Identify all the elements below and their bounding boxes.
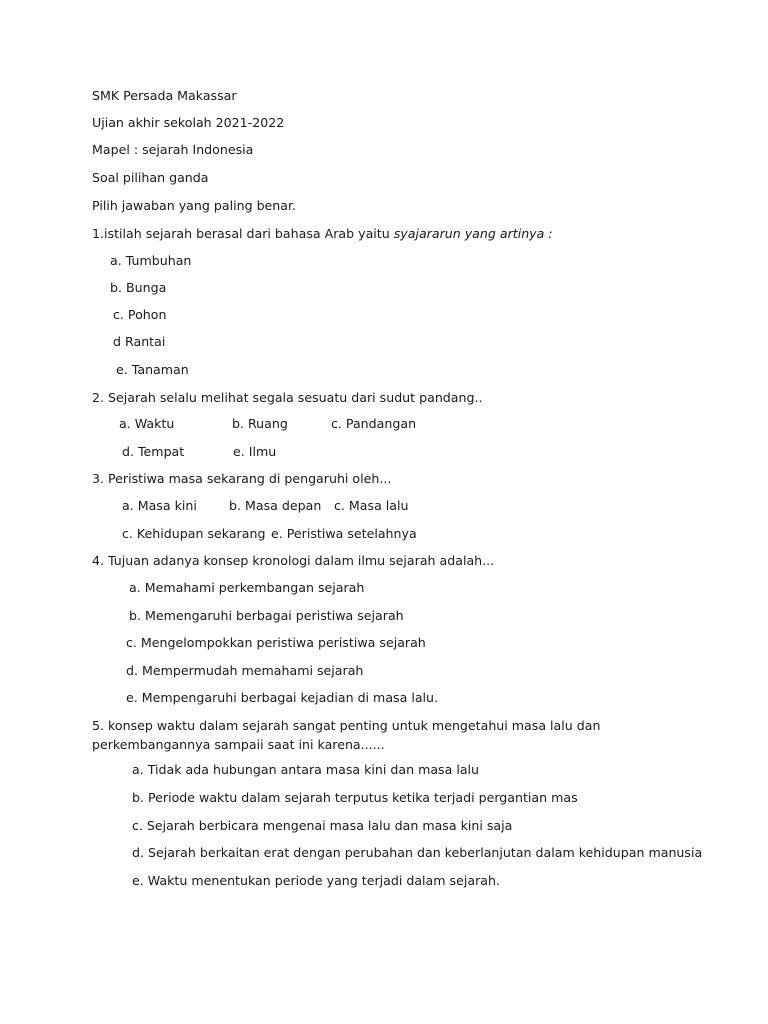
q5-option-c: c. Sejarah berbicara mengenai masa lalu dan masa kini saja [132,818,513,833]
q4-option-c: c. Mengelompokkan peristiwa peristiwa sejarah [126,635,426,650]
section-title: Soal pilihan ganda [92,170,209,185]
question-1-text: 1.istilah sejarah berasal dari bahasa Arab yaitu [92,226,394,241]
question-3: 3. Peristiwa masa sekarang di pengaruhi oleh... [92,471,392,486]
q3-option-b: b. Masa depan [229,498,322,513]
q1-option-e: e. Tanaman [116,362,189,377]
q5-option-a: a. Tidak ada hubungan antara masa kini dan masa lalu [132,762,480,777]
q2-option-a: a. Waktu [119,416,175,431]
question-1 [92,226,553,242]
q2-option-b: b. Ruang [232,416,288,431]
question-5: 5. konsep waktu dalam sejarah sangat penting untuk mengetahui masa lalu dan perkembangannya sampaii saat ini karena...... [92,718,601,752]
q2-option-d: d. Tempat [122,444,185,459]
q4-option-e: e. Mempengaruhi berbagai kejadian di masa lalu. [126,690,439,705]
q4-option-a: a. Memahami perkembangan sejarah [129,580,365,595]
q2-option-c: c. Pandangan [331,416,417,431]
q1-option-a: a. Tumbuhan [110,253,192,268]
instruction-text: Pilih jawaban yang paling benar. [92,198,297,213]
q1-option-d: d Rantai [113,334,166,349]
q3-option-a: a. Masa kini [122,498,197,513]
q4-option-b: b. Memengaruhi berbagai peristiwa sejarah [129,608,404,623]
exam-title: Ujian akhir sekolah 2021-2022 [92,115,285,130]
subject-label: Mapel : sejarah Indonesia [92,142,254,157]
school-name: SMK Persada Makassar [92,88,237,103]
q3-option-e: e. Peristiwa setelahnya [271,526,417,541]
question-2: 2. Sejarah selalu melihat segala sesuatu dari sudut pandang.. [92,390,483,405]
q3-option-c: c. Masa lalu [334,498,409,513]
question-4: 4. Tujuan adanya konsep kronologi dalam ilmu sejarah adalah... [92,553,495,568]
q4-option-d: d. Mempermudah memahami sejarah [126,663,364,678]
q5-option-b: b. Periode waktu dalam sejarah terputus ketika terjadi pergantian mas [132,790,578,805]
q5-option-e: e. Waktu menentukan periode yang terjadi dalam sejarah. [132,873,500,888]
q1-option-c: c. Pohon [113,307,167,322]
q3-option-d: c. Kehidupan sekarang [122,526,266,541]
q5-option-d: d. Sejarah berkaitan erat dengan perubahan dan keberlanjutan dalam kehidupan manusia [132,845,703,860]
q1-option-b: b. Bunga [110,280,167,295]
q2-option-e: e. Ilmu [233,444,277,459]
question-1-italic: syajararun yang artinya : [393,226,553,241]
